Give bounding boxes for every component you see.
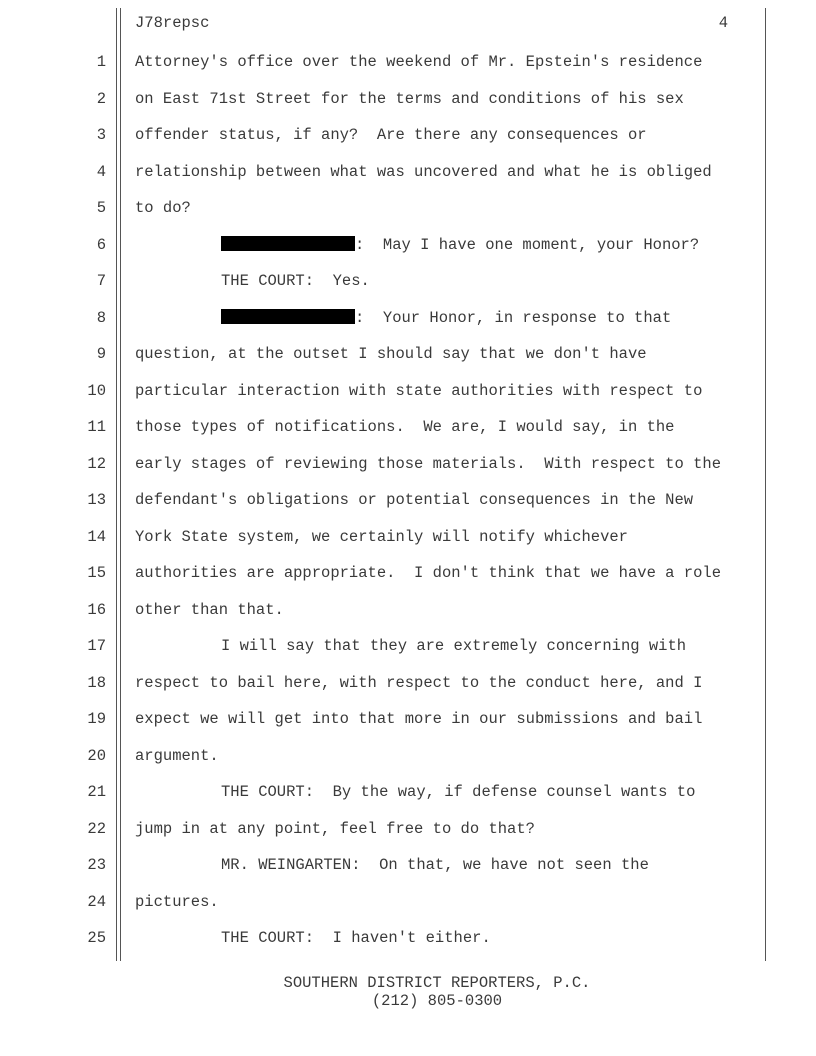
footer-reporter-name: SOUTHERN DISTRICT REPORTERS, P.C. xyxy=(283,974,591,992)
line-number: 13 xyxy=(87,491,106,509)
transcript-line xyxy=(0,417,816,437)
transcript-line xyxy=(0,892,816,912)
transcript-line xyxy=(0,782,816,802)
transcript-line xyxy=(0,709,816,729)
line-number: 22 xyxy=(87,819,106,838)
line-text: to do? xyxy=(135,199,191,217)
line-number: 9 xyxy=(96,345,106,363)
footer-phone: (212) 805-0300 xyxy=(371,992,503,1010)
line-number: 15 xyxy=(87,564,106,582)
line-text: respect to bail here, with respect to the conduct here, and I xyxy=(135,673,703,692)
transcript-line xyxy=(0,162,816,182)
transcript-line xyxy=(0,344,816,364)
line-text-after-redaction: : Your Honor, in response to that xyxy=(355,308,672,327)
transcript-line xyxy=(0,490,816,510)
line-text: expect we will get into that more in our submissions and bail xyxy=(135,710,703,728)
transcript-line xyxy=(0,819,816,839)
line-text: particular interaction with state authorities with respect to xyxy=(135,381,703,400)
line-number: 20 xyxy=(87,746,106,765)
transcript-line xyxy=(0,308,816,328)
redaction-box xyxy=(221,309,355,324)
transcript-line xyxy=(0,746,816,766)
line-text: MR. WEINGARTEN: On that, we have not seen the xyxy=(221,856,649,874)
line-number: 18 xyxy=(87,673,106,692)
line-text: those types of notifications. We are, I would say, in the xyxy=(135,418,675,436)
line-number: 6 xyxy=(96,235,106,254)
transcript-line xyxy=(0,381,816,401)
line-text: jump in at any point, feel free to do that? xyxy=(135,819,535,838)
transcript-line xyxy=(0,52,816,72)
transcript-code: J78repsc xyxy=(135,14,210,32)
line-number: 4 xyxy=(96,162,106,181)
line-number: 1 xyxy=(96,53,106,71)
line-text xyxy=(221,308,671,328)
line-text: on East 71st Street for the terms and conditions of his sex xyxy=(135,89,684,108)
transcript-line xyxy=(0,198,816,218)
line-text: York State system, we certainly will notify whichever xyxy=(135,527,628,546)
line-text: THE COURT: I haven't either. xyxy=(221,929,491,947)
line-text: other than that. xyxy=(135,600,284,619)
line-text: I will say that they are extremely concerning with xyxy=(221,637,687,655)
line-number: 23 xyxy=(87,856,106,874)
line-text: defendant's obligations or potential consequences in the New xyxy=(135,491,694,509)
line-number: 12 xyxy=(87,454,106,473)
page-number: 4 xyxy=(718,14,728,32)
line-number: 7 xyxy=(96,272,106,290)
line-number: 24 xyxy=(87,892,106,911)
line-number: 17 xyxy=(87,637,106,655)
line-text: offender status, if any? Are there any consequences or xyxy=(135,126,647,144)
line-text: relationship between what was uncovered and what he is obliged xyxy=(135,162,712,181)
line-number: 10 xyxy=(87,381,106,400)
line-number: 3 xyxy=(96,126,106,144)
transcript-line xyxy=(0,673,816,693)
transcript-line xyxy=(0,636,816,656)
transcript-line xyxy=(0,271,816,291)
line-text: Attorney's office over the weekend of Mr. Epstein's residence xyxy=(135,53,703,71)
line-number: 2 xyxy=(96,89,106,108)
line-text: question, at the outset I should say that we don't have xyxy=(135,345,647,363)
line-number: 16 xyxy=(87,600,106,619)
line-number: 8 xyxy=(96,308,106,327)
transcript-line xyxy=(0,125,816,145)
transcript-line xyxy=(0,235,816,255)
transcript-line xyxy=(0,928,816,948)
redaction-box xyxy=(221,236,355,251)
line-text-after-redaction: : May I have one moment, your Honor? xyxy=(355,235,700,254)
line-text: THE COURT: By the way, if defense counsel wants to xyxy=(221,783,696,801)
transcript-line xyxy=(0,527,816,547)
transcript-line xyxy=(0,563,816,583)
line-text: authorities are appropriate. I don't think that we have a role xyxy=(135,564,721,582)
line-number: 11 xyxy=(87,418,106,436)
transcript-line xyxy=(0,600,816,620)
line-number: 25 xyxy=(87,929,106,947)
line-number: 19 xyxy=(87,710,106,728)
line-text: THE COURT: Yes. xyxy=(221,272,370,290)
transcript-line xyxy=(0,89,816,109)
line-text: argument. xyxy=(135,746,219,765)
line-text: pictures. xyxy=(135,892,219,911)
line-text xyxy=(221,235,699,255)
transcript-line xyxy=(0,855,816,875)
line-number: 5 xyxy=(96,199,106,217)
line-number: 21 xyxy=(87,783,106,801)
transcript-line xyxy=(0,454,816,474)
line-number: 14 xyxy=(87,527,106,546)
line-text: early stages of reviewing those materials. With respect to the xyxy=(135,454,721,473)
